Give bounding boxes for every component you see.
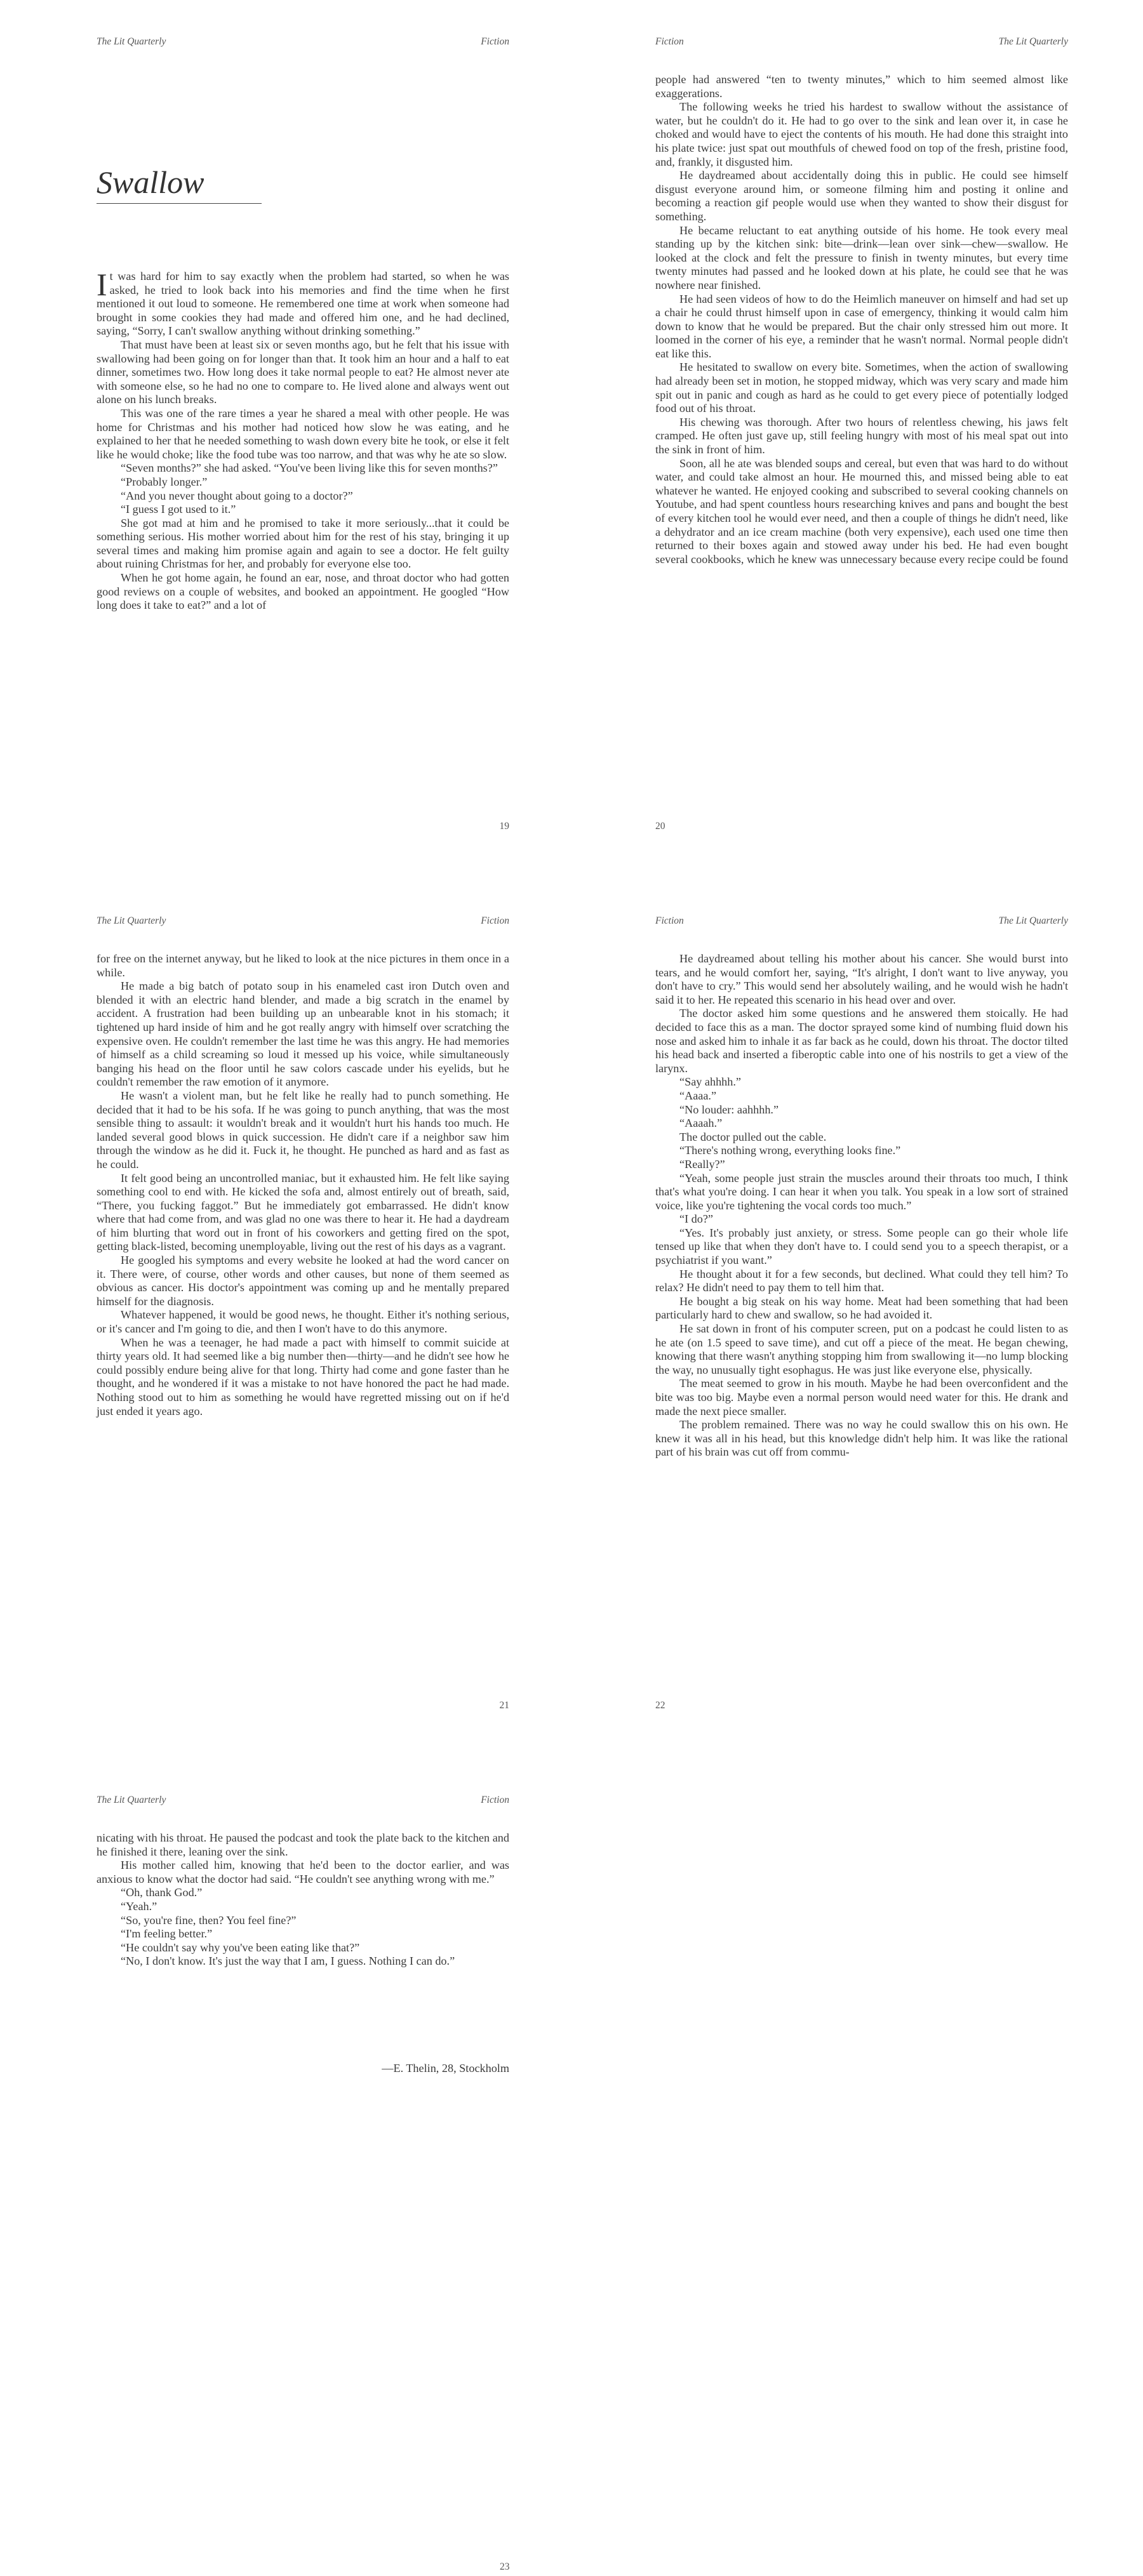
paragraph: “Yes. It's probably just anxiety, or stress. Some people can go their whole life tensed up like that when they don't have to. I could send you to a speech therapist, or a psychiatrist if you want.” bbox=[655, 1226, 1068, 1267]
header-magazine: The Lit Quarterly bbox=[97, 1795, 166, 1805]
paragraph-continued: for free on the internet anyway, but he liked to look at the nice pictures in them once in a while. bbox=[97, 952, 509, 979]
paragraph: Whatever happened, it would be good news, he thought. Either it's nothing serious, or it's cancer and I'm going to die, and then I won't have to do this anymore. bbox=[97, 1308, 509, 1336]
page-22-body bbox=[655, 952, 1068, 1459]
paragraph: He had seen videos of how to do the Heimlich maneuver on himself and had set up a chair he could thrust himself upon in case of emergency, thinking it would calm him down to know that he would be prepared. But the chair only stressed him out more. It loomed in the corner of his eye, a reminder that he wasn't normal. Normal people didn't eat like this. bbox=[655, 292, 1068, 360]
paragraph: He hesitated to swallow on every bite. Sometimes, when the action of swallowing had already been set in motion, he stopped midway, which was very scary and made him spit out in panic and cough as hard as he could to get every piece of potentially lodged food out of his throat. bbox=[655, 361, 1068, 415]
page-22 bbox=[655, 879, 1068, 1758]
paragraph: He daydreamed about telling his mother about his cancer. She would burst into tears, and he would comfort her, saying, “It's alright, I don't want to live anyway, you don't have to cry.” This would send her absolutely wailing, and he would wish he hadn't said it to her. He repeated this scenario in his head over and over. bbox=[655, 952, 1068, 1006]
paragraph: “No, I don't know. It's just the way that I am, I guess. Nothing I can do.” bbox=[121, 1955, 455, 1968]
drop-cap: I bbox=[97, 267, 107, 302]
paragraph: “And you never thought about going to a doctor?” bbox=[121, 489, 353, 502]
page-20 bbox=[655, 0, 1068, 879]
header-section: Fiction bbox=[481, 36, 509, 47]
opening-paragraph: It was hard for him to say exactly when the problem had started, so when he was asked, he tried to look back into his memories and find the time when he first mentioned it out loud to someone. He remembered one time at work when someone had brought in some cookies they had made and offered him one, and he had declined, saying, “Sorry, I can't swallow anything without drinking something.” bbox=[97, 267, 509, 338]
paragraph-continued: people had answered “ten to twenty minutes,” which to him seemed almost like exaggerations. bbox=[655, 73, 1068, 100]
header-magazine: The Lit Quarterly bbox=[998, 915, 1068, 926]
paragraph: His chewing was thorough. After two hours of relentless chewing, his jaws felt cramped. He often just gave up, still feeling hungry with most of his meal spat out into the sink in front of him. bbox=[655, 415, 1068, 456]
page-21 bbox=[97, 879, 509, 1758]
paragraph: “I guess I got used to it.” bbox=[121, 503, 236, 516]
header-section: Fiction bbox=[481, 1795, 509, 1805]
paragraph: “Say ahhhh.” bbox=[679, 1075, 741, 1089]
paragraph: The doctor asked him some questions and he answered them stoically. He had decided to face this as a man. The doctor sprayed some kind of numbing fluid down his nose and asked him to inhale it as far back as he could, down his throat. The doctor tilted his head back and inserted a fiberoptic cable into one of his nostrils to get a view of the larynx. bbox=[655, 1007, 1068, 1075]
paragraph: “So, you're fine, then? You feel fine?” bbox=[121, 1913, 297, 1927]
paragraph: The problem remained. There was no way he could swallow this on his own. He knew it was all in his head, but this knowledge didn't help him. It was like the rational part of his brain was cut off from commu- bbox=[655, 1418, 1068, 1459]
paragraph: “There's nothing wrong, everything looks fine.” bbox=[679, 1144, 901, 1157]
paragraph: “Aaaa.” bbox=[679, 1089, 717, 1102]
paragraph-continued: nicating with his throat. He paused the podcast and took the plate back to the kitchen and he finished it there, leaning over the sink. bbox=[97, 1831, 509, 1858]
paragraph: Soon, all he ate was blended soups and cereal, but even that was hard to do without water, and could take almost an hour. He mourned this, and missed being able to eat whatever he wanted. He enjoyed cooking and subscribed to several cooking channels on Youtube, and had spent countless hours researching knives and pans and bought the best of every kitchen tool he would ever need, and then a couple of things he didn't need, like a dehydrator and an ice cream machine (both very expensive), each used one time then returned to their boxes again and stowed away under his bed. He had even bought several cookbooks, which he knew was unnecessary because every recipe could be found bbox=[655, 456, 1068, 566]
running-header bbox=[655, 915, 1068, 928]
header-magazine: The Lit Quarterly bbox=[97, 915, 166, 926]
page-21-body bbox=[97, 952, 509, 1418]
header-magazine: The Lit Quarterly bbox=[998, 36, 1068, 47]
paragraph: The meat seemed to grow in his mouth. Maybe he had been overconfident and the bite was too big. Maybe even a normal person would need water for this. He drank and made the next piece smaller. bbox=[655, 1377, 1068, 1417]
paragraph: That must have been at least six or seven months ago, but he felt that his issue with swallowing had been going on for longer than that. It took him an hour and a half to eat dinner, sometimes two. How long does it take normal people to eat? He almost never ate with someone else, so he had no one to compare to. He lived alone and always went out alone on his lunch breaks. bbox=[97, 338, 509, 406]
paragraph: “Aaaah.” bbox=[679, 1117, 723, 1130]
page-number: 21 bbox=[499, 1700, 509, 1711]
page-number: 23 bbox=[500, 2561, 510, 2572]
page-20-body bbox=[655, 73, 1068, 566]
paragraph: He made a big batch of potato soup in his enameled cast iron Dutch oven and blended it with an electric hand blender, and made a big scratch in the enamel by accident. A frustration had been building up an unbearable knot in his stomach; it tightened up hard inside of him and he got really angry with himself over scratching the expensive oven. He couldn't remember the last time he was this angry. He had memories of himself as a child screaming so loud it messed up his voice, while simultaneously banging his head on the floor until he saw colors cascade under his eyelids, but he couldn't remember the raw emotion of it anymore. bbox=[97, 979, 509, 1089]
page-19-body bbox=[97, 267, 509, 613]
paragraph: He thought about it for a few seconds, but declined. What could they tell him? To relax? He didn't need to pay them to tell him that. bbox=[655, 1267, 1068, 1294]
paragraph: He googled his symptoms and every website he looked at had the word cancer on it. There were, of course, other words and other causes, but none of them seemed as obvious as cancer. His doctor's appointment was coming up and he mentally prepared himself for the diagnosis. bbox=[97, 1254, 509, 1308]
paragraph: “Really?” bbox=[679, 1157, 725, 1171]
paragraph: He wasn't a violent man, but he felt like he really had to punch something. He decided that it had to be his sofa. If he was going to punch anything, that was the most sensible thing to assault: it wouldn't break and it wouldn't hurt his hands too much. He landed several good blows in quick succession. He didn't care if a neighbor saw him through the window as he did it. Fuck it, he thought. He punched as hard and as fast as he could. bbox=[97, 1089, 509, 1171]
paragraph: “No louder: aahhhh.” bbox=[679, 1103, 779, 1116]
page-23 bbox=[97, 1758, 509, 2576]
story-title: Swallow bbox=[97, 164, 262, 204]
paragraph: She got mad at him and he promised to take it more seriously...that it could be something serious. His mother worried about him for the rest of his stay, bringing it up several times and making him promise again and again to see a doctor. He felt guilty about ruining Christmas for her, and probably for everyone else too. bbox=[97, 516, 509, 571]
paragraph: “I do?” bbox=[679, 1212, 714, 1226]
page-19 bbox=[97, 0, 509, 879]
paragraph: “Seven months?” she had asked. “You've been living like this for seven months?” bbox=[121, 461, 498, 475]
paragraph: “Yeah.” bbox=[121, 1899, 157, 1913]
paragraph: “He couldn't say why you've been eating like that?” bbox=[121, 1941, 360, 1954]
paragraph: When he got home again, he found an ear, nose, and throat doctor who had gotten good reviews on a couple of websites, and booked an appointment. He googled “How long does it take to eat?” and a lot of bbox=[97, 571, 509, 612]
header-section: Fiction bbox=[655, 915, 684, 926]
header-section: Fiction bbox=[655, 36, 684, 47]
paragraph: He daydreamed about accidentally doing this in public. He could see himself disgust everyone around him, or someone filming him and posting it online and becoming a reaction gif people would use when they wanted to show their disgust for something. bbox=[655, 169, 1068, 223]
paragraph: His mother called him, knowing that he'd been to the doctor earlier, and was anxious to know what the doctor had said. “He couldn't see anything wrong with me.” bbox=[97, 1859, 509, 1885]
paragraph: “Probably longer.” bbox=[121, 475, 208, 488]
page-number: 20 bbox=[655, 821, 665, 832]
paragraph: It felt good being an uncontrolled maniac, but it exhausted him. He felt like saying something cool to end with. He kicked the sofa and, almost entirely out of breath, said, “There, you fucking faggot.” But he immediately got embarrassed. He didn't know where that had come from, and was glad no one was there to hear it. He had a daydream of him blurting that word out in front of his coworkers and getting fired on the spot, getting black-listed, becoming unemployable, living out the rest of his days as a vagrant. bbox=[97, 1171, 509, 1253]
author-signature: —E. Thelin, 28, Stockholm bbox=[382, 2062, 509, 2075]
running-header bbox=[655, 36, 1068, 49]
paragraph: He became reluctant to eat anything outside of his home. He took every meal standing up by the kitchen sink: bite—drink—lean over sink—chew—swallow. He looked at the clock and felt the pressure to finish in twenty minutes, but every time twenty minutes had passed and he looked down at his plate, he could see that he was nowhere near finished. bbox=[655, 223, 1068, 291]
page-number: 19 bbox=[499, 821, 509, 832]
header-magazine: The Lit Quarterly bbox=[97, 36, 166, 47]
paragraph: “Oh, thank God.” bbox=[121, 1886, 203, 1899]
paragraph: When he was a teenager, he had made a pact with himself to commit suicide at thirty years old. It had seemed like a big number then—thirty—and he didn't see how he could possibly endure being alive for that long. Thirty had come and gone faster than he thought, and he wondered if it was a mistake to not have honored the pact he had made. Nothing stood out to him as something he would have regretted missing out on if he'd just ended it years ago. bbox=[97, 1336, 509, 1417]
running-header bbox=[97, 36, 509, 49]
page-23-body bbox=[97, 1831, 509, 1969]
running-header bbox=[97, 915, 509, 928]
paragraph: The following weeks he tried his hardest to swallow without the assistance of water, but he couldn't do it. He had to go over to the sink and lean over it, in case he choked and would have to eject the contents of his mouth. He had done this straight into his plate twice: just spat out mouthfuls of chewed food on top of the fresh, pristine food, and, frankly, it disgusted him. bbox=[655, 100, 1068, 168]
paragraph: This was one of the rare times a year he shared a meal with other people. He was home for Christmas and his mother had noticed how slow he was eating, and he explained to her that he needed something to wash down every bite he took, or else it felt like he would choke; like the food tube was too narrow, and that was why he ate so slow. bbox=[97, 406, 509, 461]
paragraph: “Yeah, some people just strain the muscles around their throats too much, I think that's what you're doing. I can hear it when you talk. You speak in a low sort of strained voice, like you're tightening the vocal cords too much.” bbox=[655, 1171, 1068, 1212]
paragraph: “I'm feeling better.” bbox=[121, 1927, 213, 1941]
running-header bbox=[97, 1795, 509, 1807]
paragraph: He bought a big steak on his way home. Meat had been something that had been particularly hard to chew and swallow, so he had avoided it. bbox=[655, 1294, 1068, 1322]
header-section: Fiction bbox=[481, 915, 509, 926]
page-number: 22 bbox=[655, 1700, 665, 1711]
paragraph: The doctor pulled out the cable. bbox=[679, 1130, 827, 1143]
paragraph: He sat down in front of his computer screen, put on a podcast he could listen to as he ate (on 1.5 speed to save time), and cut off a piece of the meat. He began chewing, knowing that there wasn't anything stopping him from swallowing it—no lump blocking the way, no unusually tight esophagus. He was just like everyone else, physically. bbox=[655, 1322, 1068, 1376]
